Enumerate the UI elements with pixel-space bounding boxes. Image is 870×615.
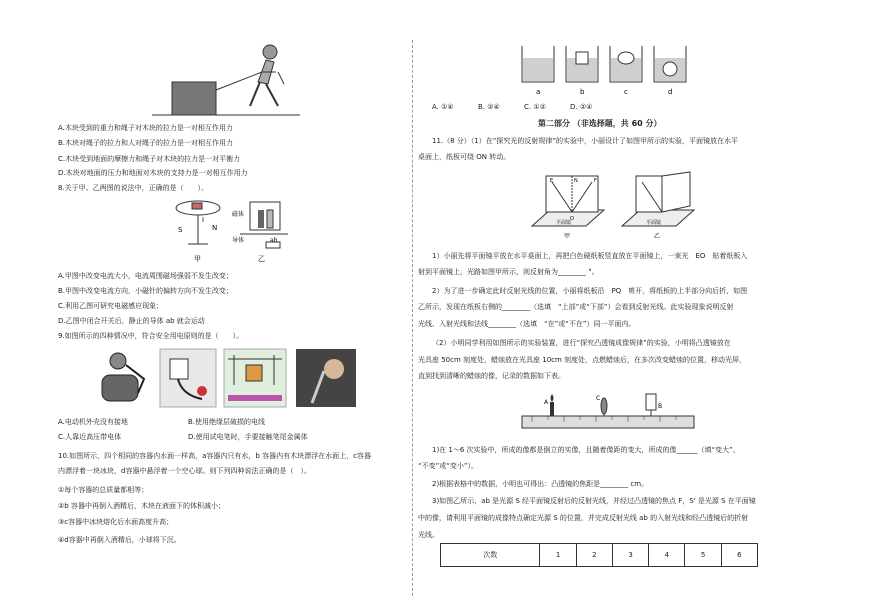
- q10-option-b: B. ②④: [478, 103, 500, 111]
- q11-intro-line1: 11.（8 分）（1）在“探究光的反射规律”的实验中，小丽设计了如图甲所示的实验，平面镜放在水平: [432, 137, 739, 145]
- q7-option-b: B.木块对绳子的拉力和人对绳子的拉力是一对相互作用力: [58, 139, 234, 147]
- s-pole-label: S: [178, 226, 183, 234]
- q9-option-a: A.电动机外壳没有接地: [58, 418, 128, 426]
- label-e: E: [550, 178, 554, 184]
- q11-2-line1: 2）为了进一步确定此时反射光线的位置，小丽将纸板沿 PQ 剪开，将纸板的上半部分向后折，如图: [432, 287, 748, 295]
- q7-option-d: D.木块对地面的压力和地面对木块的支持力是一对相互作用力: [58, 169, 248, 177]
- q10-item-1: ①每个容器的总质量都相等；: [58, 486, 149, 494]
- table-cell: 6: [721, 544, 757, 567]
- mirror-label-a: 平面镜: [556, 220, 572, 226]
- magnet-label: 磁体: [232, 211, 245, 218]
- q11-lens-1-line2: “不变”或“变小”）。: [418, 462, 479, 470]
- optical-bench-figure: [518, 386, 698, 434]
- label-o: O: [570, 216, 574, 222]
- q11-2-line2: 乙所示，发现在纸板右侧的________（选填 “上部”或“下部”）会看到反射光线。此实验现象说明反射: [418, 303, 734, 311]
- q10-option-c: C. ①②: [524, 103, 546, 111]
- q11-lens-3-line2: 中的像，请利用平面镜的成像特点确定光源 S 的位置，并完成反射光线 ab 的入射光线和经凸透镜后的折射: [418, 514, 749, 522]
- q11-lens-3-line1: 3)如图乙所示，ab 是光源 S 经平面镜反射后的反射光线，并经过凸透镜的焦点 F，S' 是光源 S 在平面镜: [432, 497, 756, 505]
- q8-option-d: D.乙图中闭合开关后，静止的导体 ab 就会运动: [58, 317, 205, 325]
- q11-lens-1-line1: 1)在 1～6 次实验中，所成的像都是倒立的实像，且随着像距的变大，所成的像______（填“变大”、: [432, 446, 740, 454]
- table-cell: 4: [649, 544, 685, 567]
- q11-lens-2: 2)根据表格中的数据，小明也可得出：凸透镜的焦距是________ cm。: [432, 480, 649, 488]
- q7-option-c: C.木块受到地面的摩擦力和绳子对木块的拉力是一对平衡力: [58, 155, 241, 163]
- q8-option-c: C.利用乙图可研究电磁感应现象；: [58, 302, 164, 310]
- q10-option-a: A. ①④: [432, 103, 454, 111]
- q8-option-a: A.甲图中改变电流大小，电流周围磁场强弱不发生改变；: [58, 272, 233, 280]
- q10-item-4: ④d容器中再倒入酒精后，小球将下沉。: [58, 536, 181, 544]
- table-row: [441, 544, 758, 567]
- part2-title: 第二部分 （非选择题，共 60 分）: [538, 119, 662, 128]
- q10-stem-line2: 内漂浮着一块冰块，d容器中悬浮着一个空心球。则下列四种说法正确的是（ ）。: [58, 467, 311, 475]
- q10-item-2: ②b 容器中再倒入酒精后，木块在液面下的体积减小；: [58, 502, 225, 510]
- table-cell: 5: [685, 544, 721, 567]
- caption-yi: 乙: [258, 255, 265, 263]
- table-cell-header: 次数: [441, 544, 540, 567]
- q8-option-b: B.甲图中改变电流方向，小磁针的偏转方向不发生改变；: [58, 287, 234, 295]
- bench-label-c: C: [596, 395, 601, 402]
- safety-pictures: [98, 345, 360, 411]
- beaker-label-c: c: [624, 88, 628, 96]
- beaker-label-d: d: [668, 88, 673, 96]
- wire-label: 导体: [232, 237, 245, 244]
- q11-lens-line3: 直到找到清晰的蜡烛的像，记录的数据如下表。: [418, 372, 565, 380]
- q9-option-c: C.人靠近高压带电体: [58, 433, 122, 441]
- table-cell: 3: [612, 544, 648, 567]
- caption-jia: 甲: [194, 255, 201, 263]
- reflection-figures: [530, 170, 700, 242]
- bench-label-a: A: [544, 399, 549, 406]
- ab-label: ab: [270, 237, 278, 244]
- q11-2-line3: 光线、入射光线和法线________（选填 “在”或“不在”）同一平面内。: [418, 320, 636, 328]
- mirror-label-b: 平面镜: [646, 220, 662, 226]
- q9-stem: 9.如图所示的四种情况中，符合安全用电原则的是（ ）。: [58, 332, 244, 340]
- caption-reflect-yi: 乙: [654, 233, 661, 240]
- q11-lens-3-line3: 光线。: [418, 531, 439, 539]
- q11-lens-line2: 光具座 50cm 刻度处，蜡烛放在光具座 10cm 刻度处，点燃蜡烛后，在多次改变蜡烛的位置，移动光屏，: [418, 356, 747, 364]
- beakers-figure: [520, 44, 692, 96]
- column-divider: [412, 40, 413, 596]
- n-pole-label: N: [212, 224, 218, 232]
- electromagnet-figure: [170, 196, 300, 264]
- q11-1-line1: 1）小丽先将平面镜平放在水平桌面上，再把白色硬纸板竖直放在平面镜上，一束光 EO 贴着纸板入: [432, 252, 748, 260]
- q11-1-line2: 射到平面镜上，光路如图甲所示，则反射角为________ °。: [418, 268, 599, 276]
- q8-stem: 8.关于甲、乙两图的说法中，正确的是（ ）。: [58, 184, 209, 192]
- q9-option-d: D.使用试电笔时，手要接触笔尾金属体: [188, 433, 308, 441]
- q10-option-d: D. ②④: [570, 103, 593, 111]
- q10-item-3: ③c容器中冰块熔化后水面高度升高；: [58, 518, 174, 526]
- beaker-label-b: b: [580, 88, 585, 96]
- q11-intro-line2: 桌面上，纸板可绕 ON 转动。: [418, 153, 511, 161]
- label-f: F: [594, 178, 597, 184]
- table-cell: 2: [576, 544, 612, 567]
- pulling-block-figure: [150, 40, 310, 118]
- caption-reflect-jia: 甲: [564, 233, 571, 240]
- q10-stem-line1: 10.如图所示，四个相同的容器内水面一样高，a容器内只有水，b 容器内有木块漂浮在水面上，c容器: [58, 452, 371, 460]
- record-table: [440, 543, 758, 567]
- q9-option-b: B.使用绝缘层破损的电线: [188, 418, 266, 426]
- q7-option-a: A.木块受到的重力和绳子对木块的拉力是一对相互作用力: [58, 124, 233, 132]
- label-n: N: [574, 178, 578, 184]
- bench-label-b: B: [658, 403, 663, 410]
- beaker-label-a: a: [536, 88, 541, 96]
- current-label: I: [202, 216, 205, 224]
- table-cell: 1: [540, 544, 576, 567]
- q11-lens-line1: （2）小明同学利用如图所示的实验装置，进行“探究凸透镜成像规律”的实验，小明将凸透镜放在: [432, 339, 731, 347]
